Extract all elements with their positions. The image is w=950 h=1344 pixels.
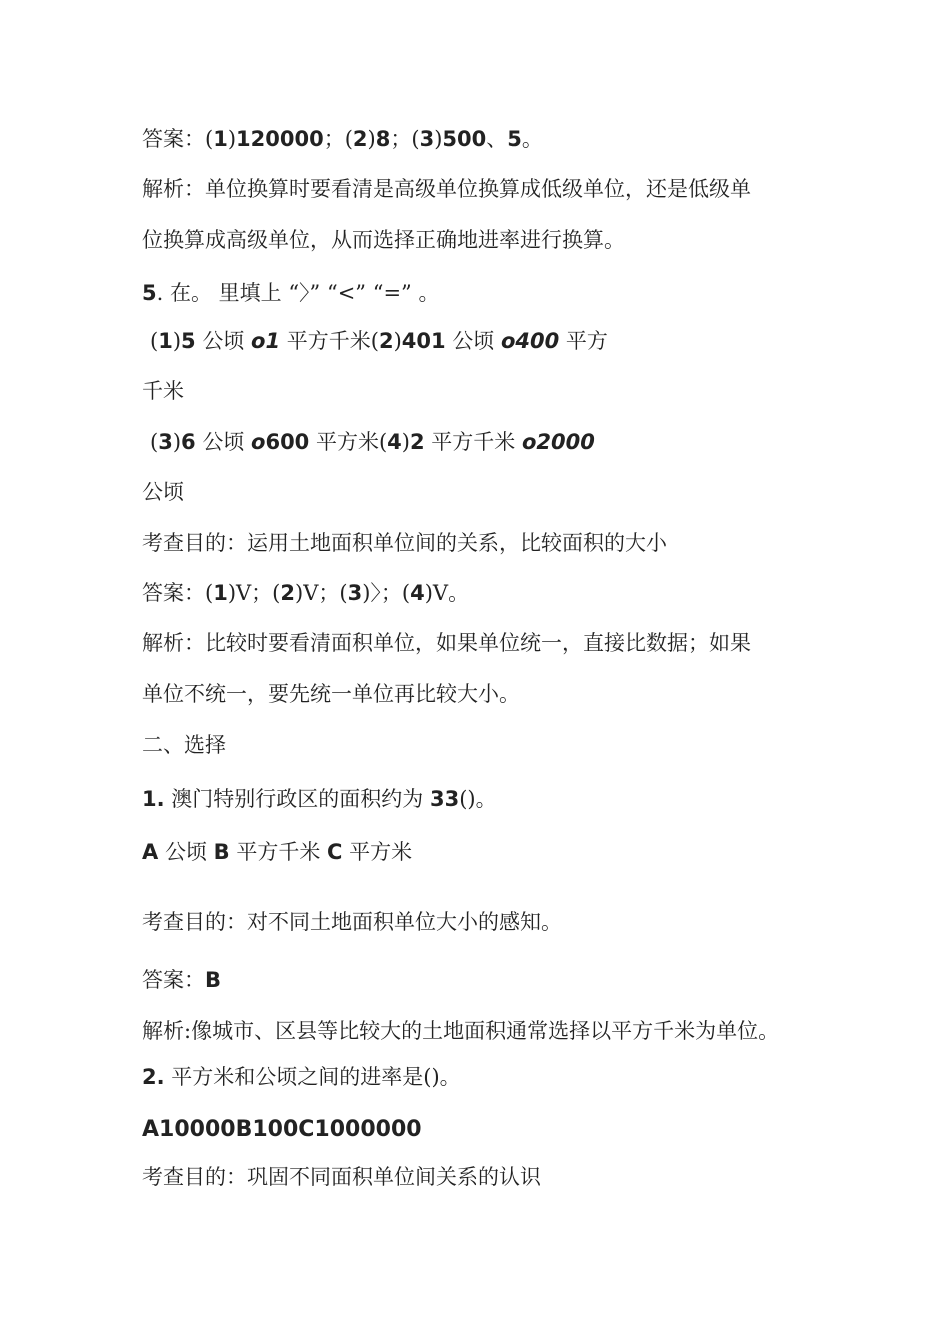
- num: 500: [442, 127, 487, 151]
- purpose-c2: 考查目的：巩固不同面积单位间关系的认识: [142, 1165, 541, 1189]
- num: 1: [213, 581, 228, 605]
- answer-value: B: [205, 968, 222, 992]
- answer-q5: [142, 578, 469, 608]
- blank: o2000: [521, 430, 595, 454]
- question-text: 平方米和公顷之间的进率是()。: [164, 1065, 461, 1089]
- num: 2: [352, 127, 368, 151]
- text: )〉；(: [362, 581, 411, 605]
- answer-prefix: 答案：: [142, 968, 205, 992]
- purpose-c1: 考查目的：对不同土地面积单位大小的感知。: [142, 910, 562, 934]
- text: ): [434, 127, 443, 151]
- num: 5: [181, 329, 196, 353]
- text: (: [150, 329, 159, 353]
- num: 600: [265, 430, 310, 454]
- text: )V；(: [227, 581, 281, 605]
- text: ): [227, 127, 237, 151]
- blank: o1: [251, 329, 281, 353]
- num: 4: [410, 581, 425, 605]
- text: ): [401, 430, 410, 454]
- question-5-line1: [150, 326, 608, 356]
- num: 3: [419, 127, 435, 151]
- question-5: [142, 278, 439, 308]
- num: 8: [375, 127, 391, 151]
- num: 33: [429, 787, 460, 811]
- choice-question-2: [142, 1062, 461, 1092]
- text: ): [172, 430, 182, 454]
- blank: o400: [500, 329, 560, 353]
- question-text: 澳门特别行政区的面积约为: [164, 787, 430, 811]
- explanation-q4-line2: 位换算成高级单位，从而选择正确地进率进行换算。: [142, 228, 625, 252]
- question-5-line2: [150, 427, 595, 457]
- num: 120000: [236, 127, 324, 151]
- text: 公顷: [445, 329, 501, 353]
- question-number: 5: [142, 281, 157, 305]
- answer-prefix: 答案：(: [142, 581, 214, 605]
- explanation-q5-line2: 单位不统一，要先统一单位再比较大小。: [142, 682, 520, 706]
- num: 2: [378, 329, 394, 353]
- question-number: 1.: [142, 787, 165, 811]
- answer-q4: [142, 124, 543, 154]
- text: 。: [521, 127, 543, 151]
- text: 、: [486, 127, 508, 151]
- option-letter: A: [142, 840, 159, 864]
- text: 公顷: [195, 430, 252, 454]
- text: ；(: [323, 127, 353, 151]
- text: ；(: [390, 127, 420, 151]
- question-5-line2-cont: 公顷: [142, 480, 184, 504]
- num: 2: [410, 430, 425, 454]
- option-letter: C: [327, 840, 343, 864]
- num: 1: [213, 127, 228, 151]
- option-text: 平方米: [342, 840, 413, 864]
- text: (: [150, 430, 159, 454]
- text: )V。: [424, 581, 470, 605]
- question-text: ()。: [459, 787, 497, 811]
- explanation-q4-line1: 解析：单位换算时要看清是高级单位换算成低级单位，还是低级单: [142, 177, 751, 201]
- text: 平方千米(: [280, 329, 379, 353]
- answer-prefix: 答案：(: [142, 127, 214, 151]
- num: 3: [158, 430, 173, 454]
- question-text: . 在。 里填上 “〉” “<” “=” 。: [156, 281, 440, 305]
- text: 公顷: [195, 329, 252, 353]
- num: 1: [158, 329, 173, 353]
- answer-c1: [142, 965, 221, 995]
- section-heading-choice: 二、选择: [142, 733, 226, 757]
- option-text: 公顷: [158, 840, 214, 864]
- explanation-q5-line1: 解析：比较时要看清面积单位，如果单位统一，直接比数据；如果: [142, 631, 751, 655]
- num: 5: [507, 127, 522, 151]
- num: 4: [387, 430, 402, 454]
- choice-question-1-options: [142, 837, 412, 867]
- choice-question-2-options: A10000B100C1000000: [142, 1117, 422, 1142]
- num: 401: [401, 329, 446, 353]
- question-5-line1-cont: 千米: [142, 379, 184, 403]
- text: ): [393, 329, 402, 353]
- choice-question-1: [142, 784, 497, 814]
- text: 平方千米: [424, 430, 522, 454]
- text: ): [172, 329, 182, 353]
- option-text: 平方千米: [229, 840, 327, 864]
- explanation-c1: 解析:像城市、区县等比较大的土地面积通常选择以平方千米为单位。: [142, 1019, 780, 1043]
- question-number: 2.: [142, 1065, 165, 1089]
- text: )V；(: [295, 581, 348, 605]
- text: ): [367, 127, 376, 151]
- text: 平方米(: [309, 430, 388, 454]
- purpose-q5: 考查目的：运用土地面积单位间的关系，比较面积的大小: [142, 531, 667, 555]
- num: 2: [280, 581, 296, 605]
- option-letter: B: [213, 840, 230, 864]
- text: 平方: [559, 329, 608, 353]
- blank: o: [251, 430, 266, 454]
- num: 3: [347, 581, 363, 605]
- num: 6: [181, 430, 196, 454]
